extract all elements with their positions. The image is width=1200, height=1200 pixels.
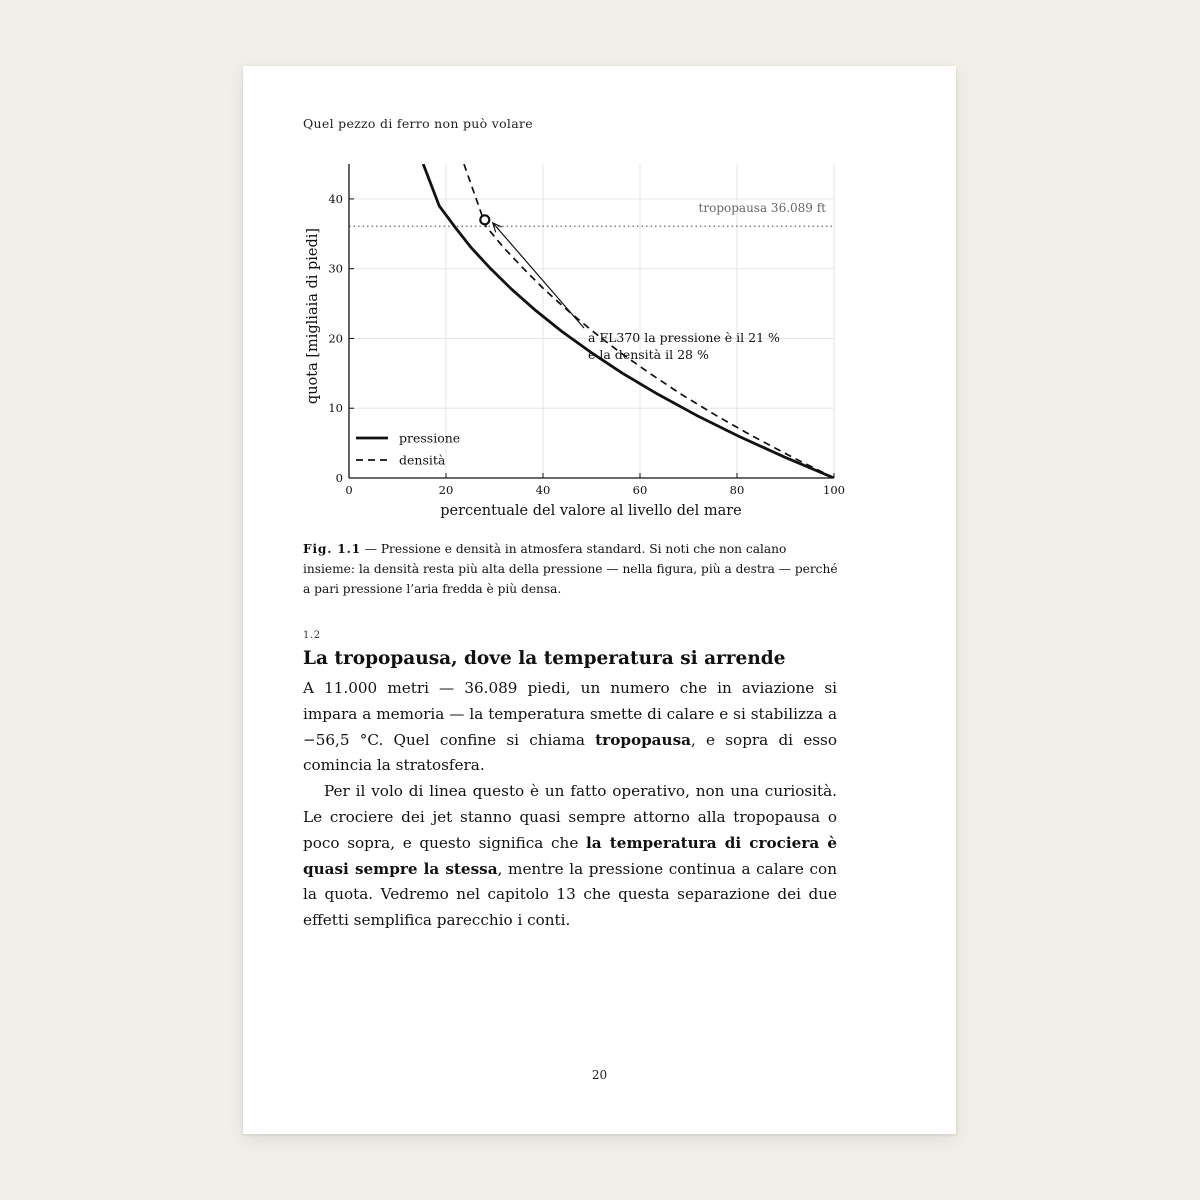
book-page	[243, 66, 956, 1134]
x-tick-label: 40	[535, 483, 551, 497]
x-axis-label: percentuale del valore al livello del mare	[440, 503, 742, 519]
tropopause-label: tropopausa 36.089 ft	[698, 201, 826, 216]
y-axis-label: quota [migliaia di piedi]	[305, 227, 321, 405]
x-tick-label: 0	[345, 483, 353, 497]
annotation-text: e la densità il 28 %	[588, 347, 709, 362]
text-run: , e sopra di esso comincia la stratosfera.	[303, 730, 837, 775]
x-tick-label: 20	[438, 483, 454, 497]
x-tick-label: 80	[729, 483, 745, 497]
section-number: 1.2	[303, 630, 321, 641]
annotation-point-marker	[480, 215, 489, 224]
text-run: A 11.000 metri — 36.089 piedi, un numero che in aviazione si impara a memoria — la temperatura smette di calare e si stabilizza a −56,5 °C. Quel confine si chiama	[303, 679, 837, 749]
page-number: 20	[591, 1068, 608, 1082]
pressure-density-chart	[301, 156, 846, 526]
bold-run: tropopausa	[595, 730, 691, 749]
x-tick-label: 60	[632, 483, 648, 497]
bold-run: la temperatura di crociera è quasi sempre la stessa	[303, 833, 837, 878]
caption-text: — Pressione e densità in atmosfera standard. Si noti che non calano insieme: la densità resta più alta della pressione — nella figura, più a destra — perché a pari pressione l’aria fredda è più densa.	[303, 542, 838, 596]
y-tick-label: 30	[328, 261, 343, 276]
y-tick-label: 20	[328, 331, 343, 346]
y-tick-label: 10	[328, 401, 343, 416]
x-tick-label: 100	[823, 483, 845, 497]
annotation-text: a FL370 la pressione è il 21 %	[588, 330, 780, 345]
running-head: Quel pezzo di ferro non può volare	[303, 116, 533, 131]
figure-label: Fig. 1.1	[303, 542, 361, 556]
figure-caption	[303, 539, 839, 599]
paragraph	[303, 779, 837, 934]
legend-label: pressione	[399, 430, 461, 446]
y-tick-label: 40	[328, 191, 343, 206]
text-run: , mentre la pressione continua a calare con la quota. Vedremo nel capitolo 13 che questa separazione dei due effetti semplifica parecchio i conti.	[303, 859, 837, 930]
section-title: La tropopausa, dove la temperatura si arrende	[303, 648, 786, 669]
y-tick-label: 0	[335, 471, 343, 485]
legend-label: densità	[399, 452, 446, 468]
paragraph	[303, 676, 837, 779]
text-run: Per il volo di linea questo è un fatto operativo, non una curiosità. Le crociere dei jet stanno quasi sempre attorno alla tropopausa o poco sopra, e questo significa che	[303, 782, 837, 852]
figure-chart	[301, 156, 846, 526]
body-text	[303, 676, 837, 934]
